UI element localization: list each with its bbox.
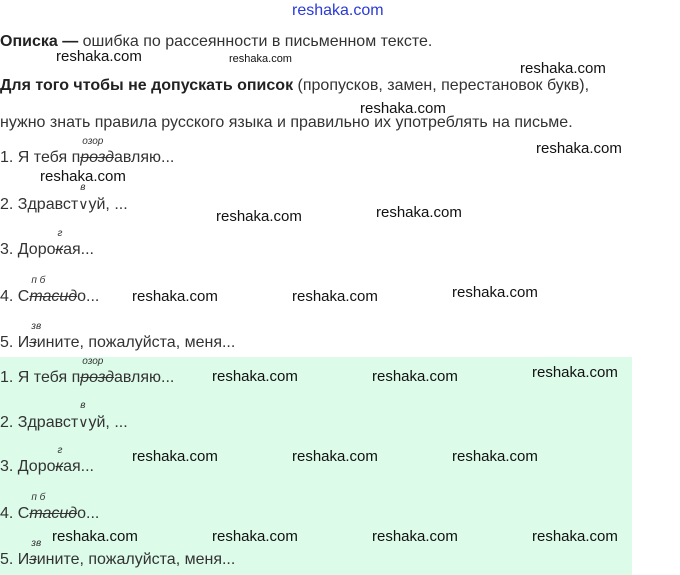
example-5: 5. И зв зините, пожалуйста, меня...	[0, 321, 236, 351]
rule-bold: Для того чтобы не допускать описок	[0, 77, 294, 94]
watermark: reshaka.com	[532, 364, 618, 381]
answer-example-5: 5. И зв зините, пожалуйста, меня...	[0, 538, 236, 568]
watermark: reshaka.com	[216, 208, 302, 225]
definition-term: Описка —	[0, 33, 79, 50]
watermark: reshaka.com	[452, 448, 538, 465]
definition-text: ошибка по рассеянности в письменном тексте.	[82, 33, 433, 50]
example-1: 1. Я тебя п озор роздавляю...	[0, 136, 175, 166]
watermark: reshaka.com	[212, 528, 298, 545]
watermark: reshaka.com	[229, 53, 292, 65]
watermark: reshaka.com	[452, 284, 538, 301]
watermark: reshaka.com	[56, 48, 142, 65]
watermark: reshaka.com	[372, 368, 458, 385]
answer-example-3: 3. Доро г кая...	[0, 445, 94, 475]
watermark: reshaka.com	[532, 528, 618, 545]
answer-example-2: 2. Здравст в ∨уй, ...	[0, 400, 128, 431]
site-title[interactable]: reshaka.com	[292, 2, 384, 19]
rule-line-2: нужно знать правила русского языка и правильно их употреблять на письме.	[0, 114, 573, 131]
answer-example-4: 4. С п б тасидо...	[0, 492, 100, 522]
watermark: reshaka.com	[40, 168, 126, 185]
rule-line-1	[0, 76, 589, 96]
example-3: 3. Доро г кая...	[0, 228, 94, 258]
watermark: reshaka.com	[52, 528, 138, 545]
rule-paren: (пропусков, замен, перестановок букв),	[297, 77, 590, 94]
watermark: reshaka.com	[292, 288, 378, 305]
watermark: reshaka.com	[292, 448, 378, 465]
watermark: reshaka.com	[372, 528, 458, 545]
watermark: reshaka.com	[212, 368, 298, 385]
watermark: reshaka.com	[360, 100, 446, 117]
answer-example-1: 1. Я тебя п озор роздавляю...	[0, 356, 175, 386]
watermark: reshaka.com	[536, 140, 622, 157]
example-2: 2. Здравст в ∨уй, ...	[0, 182, 128, 213]
watermark: reshaka.com	[520, 60, 606, 77]
watermark: reshaka.com	[376, 204, 462, 221]
watermark: reshaka.com	[132, 288, 218, 305]
example-4: 4. С п б тасидо...	[0, 275, 100, 305]
watermark: reshaka.com	[132, 448, 218, 465]
